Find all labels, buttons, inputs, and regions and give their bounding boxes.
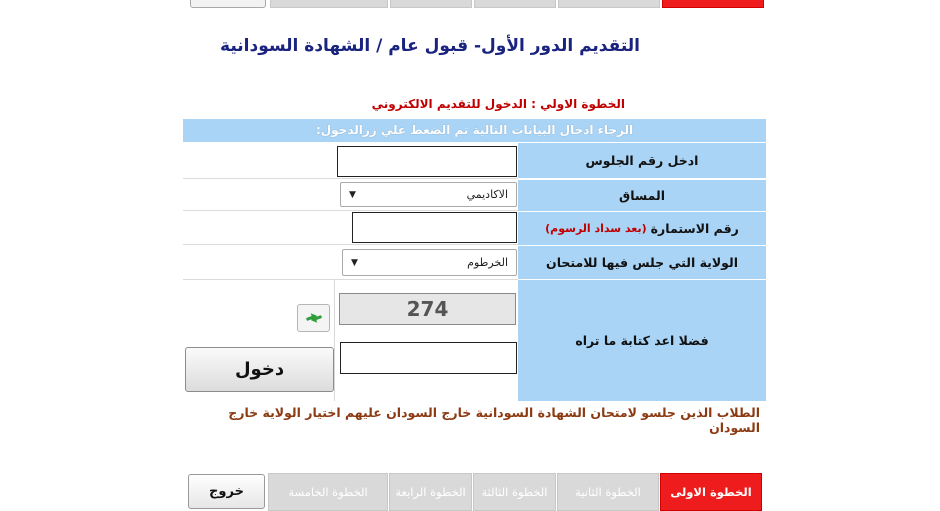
form-number-label: رقم الاستمارة [650,221,739,236]
form-number-label-cell [518,212,766,245]
track-label: المساق [619,188,665,203]
refresh-icon [303,310,325,326]
chevron-down-icon: ▼ [349,189,356,200]
chevron-down-icon: ▼ [351,257,358,268]
top-step-tab-5[interactable] [270,0,388,8]
captcha-label: فضلا اعد كتابة ما تراه [575,333,709,348]
step-tab-5[interactable]: الخطوة الخامسة [268,473,388,511]
seat-number-input[interactable] [337,146,517,177]
form-number-input[interactable] [352,212,517,243]
state-selected-value: الخرطوم [467,256,508,269]
instruction-bar: الرجاء ادخال البيانات التالية ثم الضغط علي زرالدخول: [183,119,766,142]
state-select[interactable] [342,249,517,276]
seat-number-label-cell [518,143,766,178]
captcha-input[interactable] [340,342,517,374]
outside-sudan-notice: الطلاب الذين جلسو لامتحان الشهادة السودانية خارج السودان عليهم اختيار الولاية خارج السودان [228,405,760,435]
step-tab-3[interactable]: الخطوة الثالثة [473,473,556,511]
top-exit-button[interactable] [190,0,266,8]
captcha-image [339,293,516,325]
state-label: الولاية التي جلس فيها للامتحان [546,255,738,270]
refresh-captcha-button[interactable] [297,304,330,332]
state-label-cell [518,246,766,279]
exit-button[interactable]: خروج [188,474,265,509]
step-tab-2[interactable]: الخطوة الثانية [557,473,659,511]
captcha-label-cell [518,280,766,401]
top-step-tab-4[interactable] [390,0,472,8]
step-tab-1[interactable]: الخطوة الاولى [660,473,762,511]
captcha-code: 274 [406,297,449,321]
step-tab-4[interactable]: الخطوة الرابعة [389,473,472,511]
top-step-tab-3[interactable] [474,0,556,8]
seat-number-label: ادخل رقم الجلوس [585,153,699,168]
step-title: الخطوة الاولي : الدخول للتقديم الالكتروني [371,97,625,111]
page-title: التقديم الدور الأول- قبول عام / الشهادة السودانية [220,36,640,56]
track-select[interactable] [340,182,517,207]
form-number-note: (بعد سداد الرسوم) [545,222,647,235]
login-button[interactable]: دخول [185,347,334,392]
track-label-cell [518,180,766,211]
top-step-tab-1[interactable] [662,0,764,8]
track-selected-value: الاكاديمي [466,188,508,201]
top-step-tab-2[interactable] [558,0,660,8]
